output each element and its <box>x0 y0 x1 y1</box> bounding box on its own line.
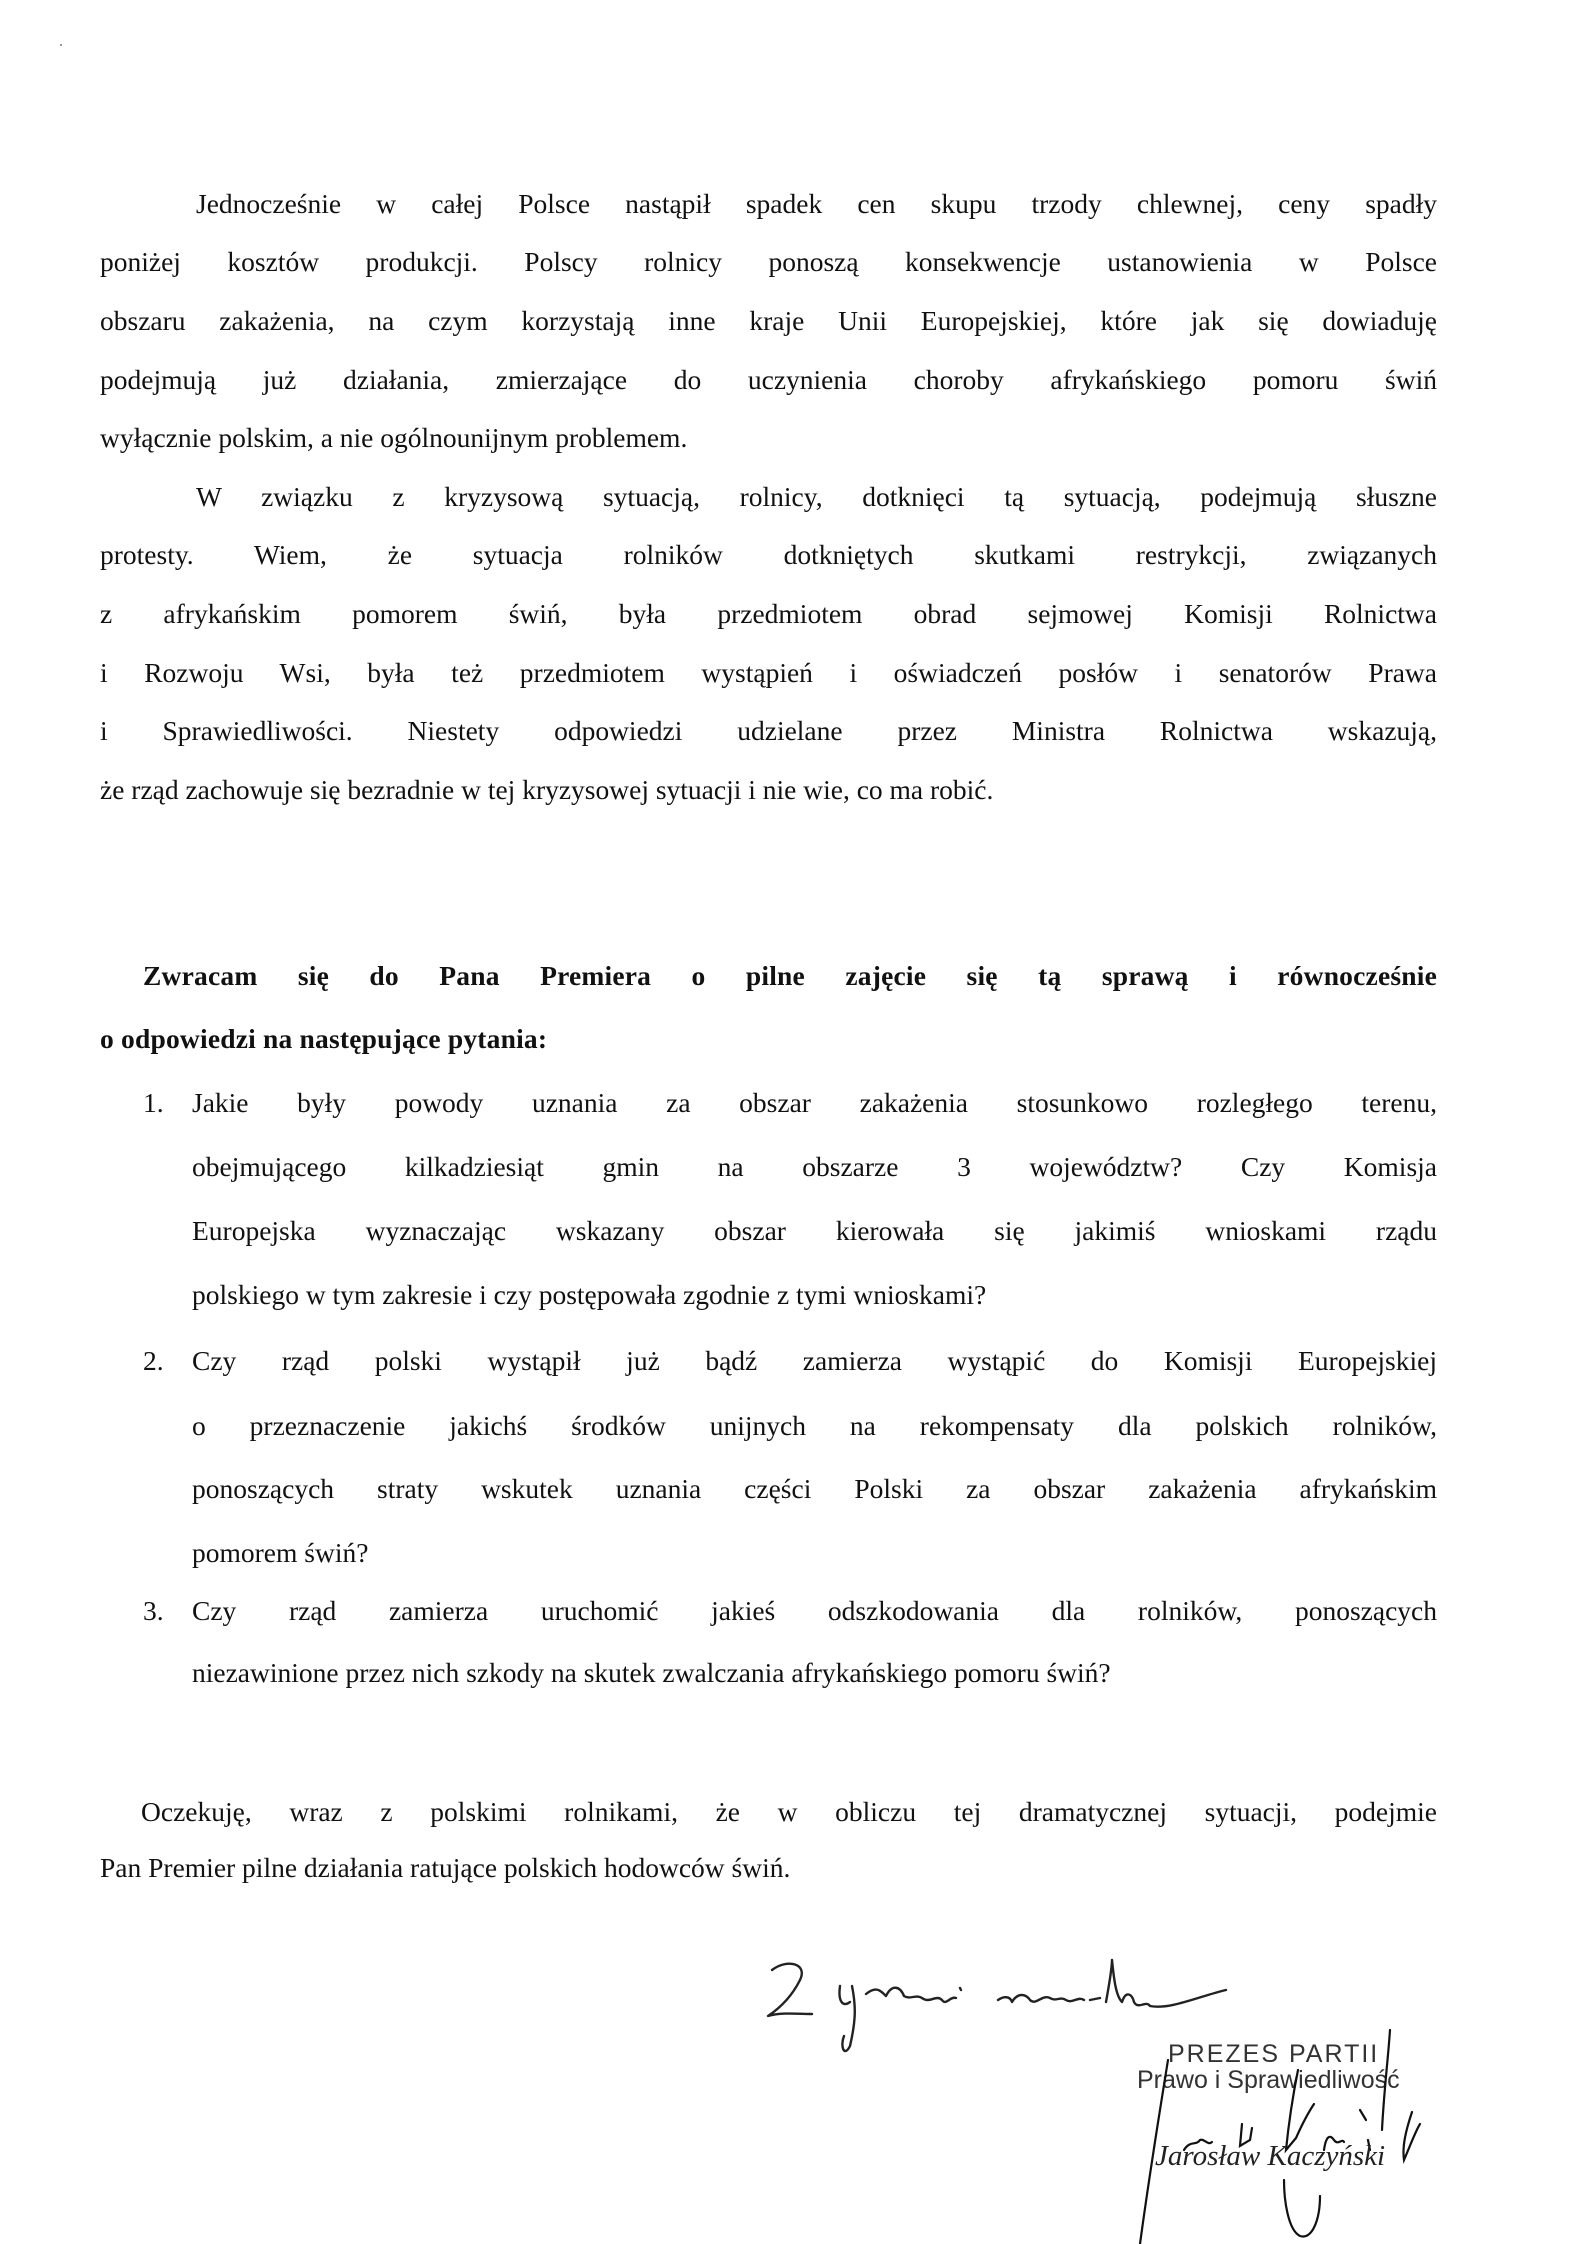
question-line: o przeznaczenie jakichś środków unijnych na rekompensaty dla polskich rolników, <box>192 1410 1437 1441</box>
question-number: 3. <box>143 1595 164 1626</box>
question-number: 2. <box>143 1345 164 1376</box>
text-line: W związku z kryzysową sytuacją, rolnicy, dotknięci tą sytuacją, podejmują słuszne <box>196 481 1437 512</box>
text-line: poniżej kosztów produkcji. Polscy rolnicy ponoszą konsekwencje ustanowienia w Polsce <box>100 246 1437 277</box>
question-line: Czy rząd zamierza uruchomić jakieś odszkodowania dla rolników, ponoszących <box>192 1595 1437 1626</box>
question-line: ponoszących straty wskutek uznania części Polski za obszar zakażenia afrykańskim <box>192 1473 1437 1504</box>
heading-line: Zwracam się do Pana Premiera o pilne zajęcie się tą sprawą i równocześnie <box>143 960 1437 991</box>
stamp-title: PREZES PARTII <box>1168 2040 1380 2068</box>
text-line: z afrykańskim pomorem świń, była przedmiotem obrad sejmowej Komisji Rolnictwa <box>100 598 1437 629</box>
question-line: Jakie były powody uznania za obszar zakażenia stosunkowo rozległego terenu, <box>192 1087 1437 1118</box>
text-line: że rząd zachowuje się bezradnie w tej kryzysowej sytuacji i nie wie, co ma robić. <box>100 774 994 805</box>
signature-strokes <box>1120 2000 1450 2244</box>
question-line: Czy rząd polski wystąpił już bądź zamierza wystąpić do Komisji Europejskiej <box>192 1345 1437 1376</box>
text-line: Oczekuję, wraz z polskimi rolnikami, że w obliczu tej dramatycznej sytuacji, podejmie <box>141 1796 1437 1827</box>
stamp-party: Prawo i Sprawiedliwość <box>1137 2066 1400 2094</box>
text-line: obszaru zakażenia, na czym korzystają inne kraje Unii Europejskiej, które jak się dowiaduję <box>100 305 1437 336</box>
question-line: Europejska wyznaczając wskazany obszar kierowała się jakimiś wnioskami rządu <box>192 1215 1437 1246</box>
text-line: wyłącznie polskim, a nie ogólnounijnym problemem. <box>100 422 688 453</box>
question-number: 1. <box>143 1087 164 1118</box>
heading-line: o odpowiedzi na następujące pytania: <box>100 1023 548 1054</box>
text-line: Pan Premier pilne działania ratujące polskich hodowców świń. <box>100 1852 791 1883</box>
text-line: protesty. Wiem, że sytuacja rolników dotkniętych skutkami restrykcji, związanych <box>100 539 1437 570</box>
scan-speck <box>60 44 62 46</box>
text-line: podejmują już działania, zmierzające do uczynienia choroby afrykańskiego pomoru świń <box>100 364 1437 395</box>
question-line: polskiego w tym zakresie i czy postępowała zgodnie z tymi wnioskami? <box>192 1279 987 1310</box>
text-line: i Rozwoju Wsi, była też przedmiotem wystąpień i oświadczeń posłów i senatorów Prawa <box>100 657 1437 688</box>
question-line: niezawinione przez nich szkody na skutek zwalczania afrykańskiego pomoru świń? <box>192 1657 1111 1688</box>
question-line: pomorem świń? <box>192 1537 369 1568</box>
printed-name: Jarosław Kaczyński <box>1155 2140 1386 2172</box>
text-line: i Sprawiedliwości. Niestety odpowiedzi udzielane przez Ministra Rolnictwa wskazują, <box>100 715 1437 746</box>
text-line: Jednocześnie w całej Polsce nastąpił spadek cen skupu trzody chlewnej, ceny spadły <box>196 188 1437 219</box>
question-line: obejmującego kilkadziesiąt gmin na obszarze 3 województw? Czy Komisja <box>192 1151 1437 1182</box>
